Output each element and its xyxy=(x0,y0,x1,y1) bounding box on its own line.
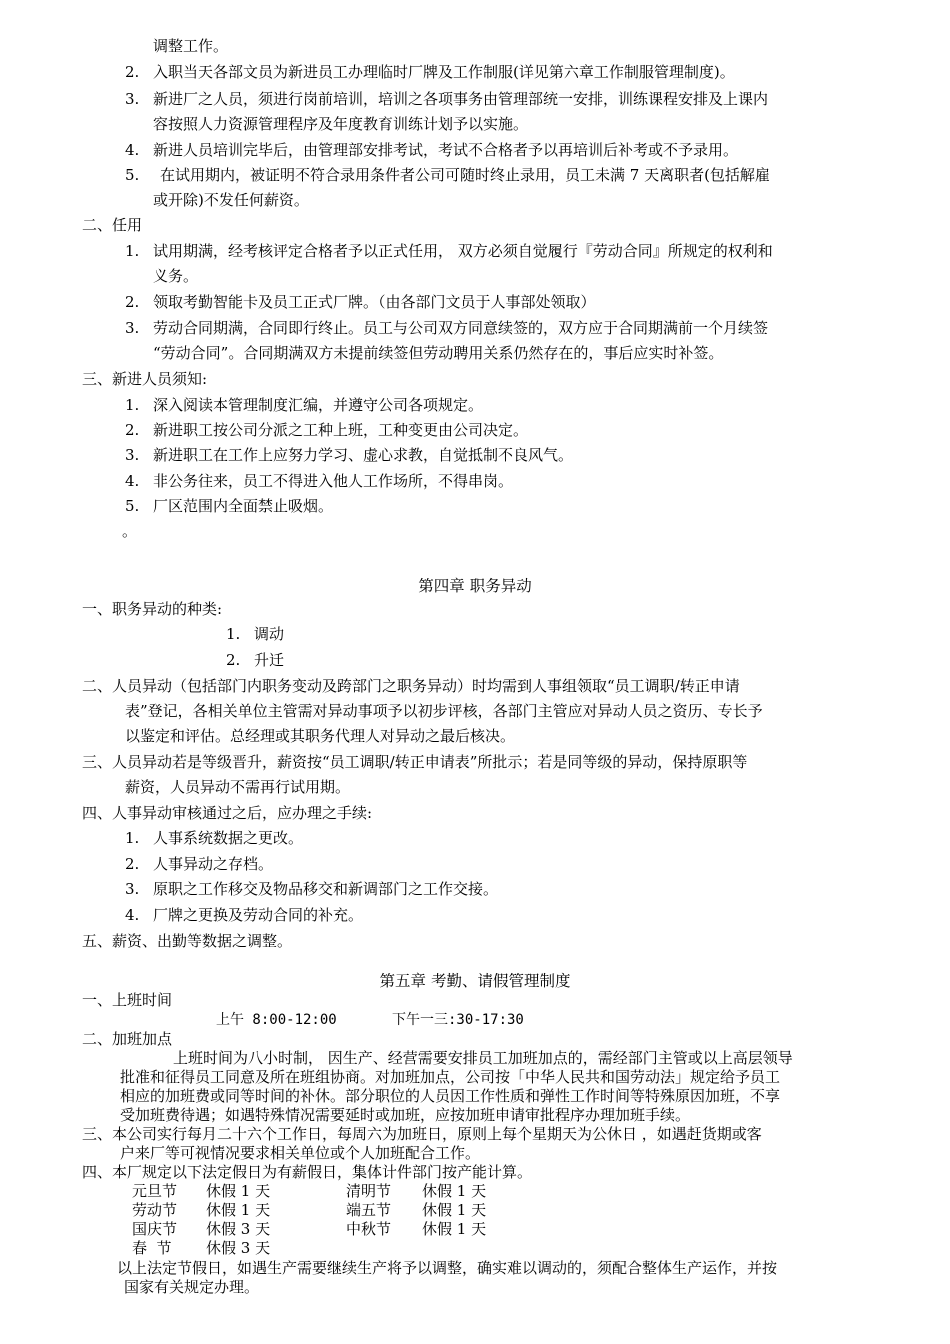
ch4-procedure-3: 3. 原职之工作移交及物品移交和新调部门之工作交接。 xyxy=(125,880,499,898)
intro-item-3: 3. 新进厂之人员，须进行岗前培训，培训之各项事务由管理部统一安排，训练课程安排及上课内 xyxy=(125,90,769,108)
holiday-name: 中秋节 xyxy=(346,1220,392,1238)
holiday-days: 休假 1 天 xyxy=(206,1182,271,1200)
intro-item-2: 2. 入职当天各部文员为新进员工办理临时厂牌及工作制服(详见第六章工作制服管理制度)。 xyxy=(125,63,735,81)
ch4-type-1: 1. 调动 xyxy=(226,625,285,643)
holiday-name: 清明节 xyxy=(346,1182,392,1200)
notice-item-3: 3. 新进职工在工作上应努力学习、虚心求教，自觉抵制不良风气。 xyxy=(125,446,574,464)
holiday-days: 休假 3 天 xyxy=(206,1239,271,1257)
ch4-section-5: 五、薪资、出勤等数据之调整。 xyxy=(82,932,293,950)
appoint-item-3-cont: “劳动合同”。合同期满双方未提前续签但劳动聘用关系仍然存在的，事后应实时补签。 xyxy=(153,344,724,362)
chapter-4-title: 第四章 职务异动 xyxy=(418,577,532,595)
appoint-item-1-cont: 义务。 xyxy=(153,267,199,285)
holiday-days: 休假 1 天 xyxy=(422,1182,487,1200)
ch5-section-3-line-1: 三、本公司实行每月二十六个工作日，每周六为加班日，原则上每个星期天为公休日 ，如遇赶货期或客 xyxy=(82,1125,762,1143)
stray-mark: 。 xyxy=(122,522,138,540)
closing-line-2: 国家有关规定办理。 xyxy=(124,1278,260,1296)
ch5-section-4-heading: 四、本厂规定以下法定假日为有薪假日，集体计件部门按产能计算。 xyxy=(82,1163,533,1181)
ch4-section-2-line-3: 以鉴定和评估。总经理或其职务代理人对异动之最后核决。 xyxy=(125,727,516,745)
notice-item-5: 5. 厂区范围内全面禁止吸烟。 xyxy=(125,497,334,515)
intro-item-5-cont: 或开除)不发任何薪资。 xyxy=(153,191,309,209)
ch4-section-2-line-1: 二、人员异动（包括部门内职务变动及跨部门之职务异动）时均需到人事组领取“员工调职/转正申请 xyxy=(82,677,740,695)
holiday-name: 春 节 xyxy=(132,1239,172,1257)
intro-continuation: 调整工作。 xyxy=(153,37,229,55)
ch4-section-1-heading: 一、职务异动的种类: xyxy=(82,600,223,618)
ch4-type-2: 2. 升迁 xyxy=(226,651,285,669)
holiday-days: 休假 3 天 xyxy=(206,1220,271,1238)
intro-item-3-cont: 容按照人力资源管理程序及年度教育训练计划予以实施。 xyxy=(153,115,529,133)
chapter-5-title: 第五章 考勤、请假管理制度 xyxy=(379,972,571,990)
ch4-section-3-line-2: 薪资，人员异动不需再行试用期。 xyxy=(125,778,351,796)
intro-item-4: 4. 新进人员培训完毕后，由管理部安排考试，考试不合格者予以再培训后补考或不予录用。 xyxy=(125,141,739,159)
ch4-procedure-1: 1. 人事系统数据之更改。 xyxy=(125,829,304,847)
ch4-procedure-2: 2. 人事异动之存档。 xyxy=(125,855,274,873)
notice-item-4: 4. 非公务往来，员工不得进入他人工作场所，不得串岗。 xyxy=(125,472,514,490)
section-heading-appoint: 二、任用 xyxy=(82,216,143,234)
notice-item-1: 1. 深入阅读本管理制度汇编，并遵守公司各项规定。 xyxy=(125,396,484,414)
holiday-days: 休假 1 天 xyxy=(422,1201,487,1219)
ch4-section-2-line-2: 表”登记，各相关单位主管需对异动事项予以初步评核，各部门主管应对异动人员之资历、专长予 xyxy=(125,702,763,720)
ch5-section-3-line-2: 户来厂等可视情况要求相关单位或个人加班配合工作。 xyxy=(120,1144,481,1162)
holiday-name: 元旦节 xyxy=(132,1182,178,1200)
appoint-item-3: 3. 劳动合同期满，合同即行终止。员工与公司双方同意续签的，双方应于合同期满前一个月续签 xyxy=(125,319,769,337)
holiday-days: 休假 1 天 xyxy=(206,1201,271,1219)
overtime-line-4: 受加班费待遇；如遇特殊情况需要延时或加班，应按加班申请审批程序办理加班手续。 xyxy=(120,1106,691,1124)
notice-item-2: 2. 新进职工按公司分派之工种上班，工种变更由公司决定。 xyxy=(125,421,529,439)
section-heading-notice: 三、新进人员须知: xyxy=(82,370,208,388)
holiday-name: 劳动节 xyxy=(132,1201,178,1219)
ch4-section-4-heading: 四、人事异动审核通过之后，应办理之手续: xyxy=(82,804,373,822)
overtime-line-1: 上班时间为八小时制， 因生产、经营需要安排员工加班加点的，需经部门主管或以上高层领导 xyxy=(173,1049,793,1067)
ch4-procedure-4: 4. 厂牌之更换及劳动合同的补充。 xyxy=(125,906,364,924)
work-hours-afternoon: 下午一三:30-17:30 xyxy=(392,1012,524,1028)
ch4-section-3-line-1: 三、人员异动若是等级晋升，薪资按“员工调职/转正申请表”所批示；若是同等级的异动，保持原职等 xyxy=(82,753,748,771)
overtime-line-3: 相应的加班费或同等时间的补休。部分职位的人员因工作性质和弹性工作时间等特殊原因加班，不享 xyxy=(120,1087,781,1105)
ch5-section-2-heading: 二、加班加点 xyxy=(82,1030,173,1048)
appoint-item-2: 2. 领取考勤智能卡及员工正式厂牌。（由各部门文员于人事部处领取） xyxy=(125,293,596,311)
appoint-item-1: 1. 试用期满，经考核评定合格者予以正式任用， 双方必须自觉履行『劳动合同』所规定的权利和 xyxy=(125,242,773,260)
closing-line-1: 以上法定节假日，如遇生产需要继续生产将予以调整，确实难以调动的，须配合整体生产运作，并按 xyxy=(117,1259,778,1277)
holiday-name: 端五节 xyxy=(346,1201,392,1219)
holiday-days: 休假 1 天 xyxy=(422,1220,487,1238)
work-hours-morning: 上午 8:00-12:00 xyxy=(216,1012,337,1028)
overtime-line-2: 批准和征得员工同意及所在班组协商。对加班加点，公司按「中华人民共和国劳动法」规定给予员工 xyxy=(120,1068,781,1086)
ch5-section-1-heading: 一、上班时间 xyxy=(82,991,173,1009)
intro-item-5: 5. 在试用期内，被证明不符合录用条件者公司可随时终止录用，员工未满 7 天离职者(包括解雇 xyxy=(125,166,770,184)
holiday-name: 国庆节 xyxy=(132,1220,178,1238)
